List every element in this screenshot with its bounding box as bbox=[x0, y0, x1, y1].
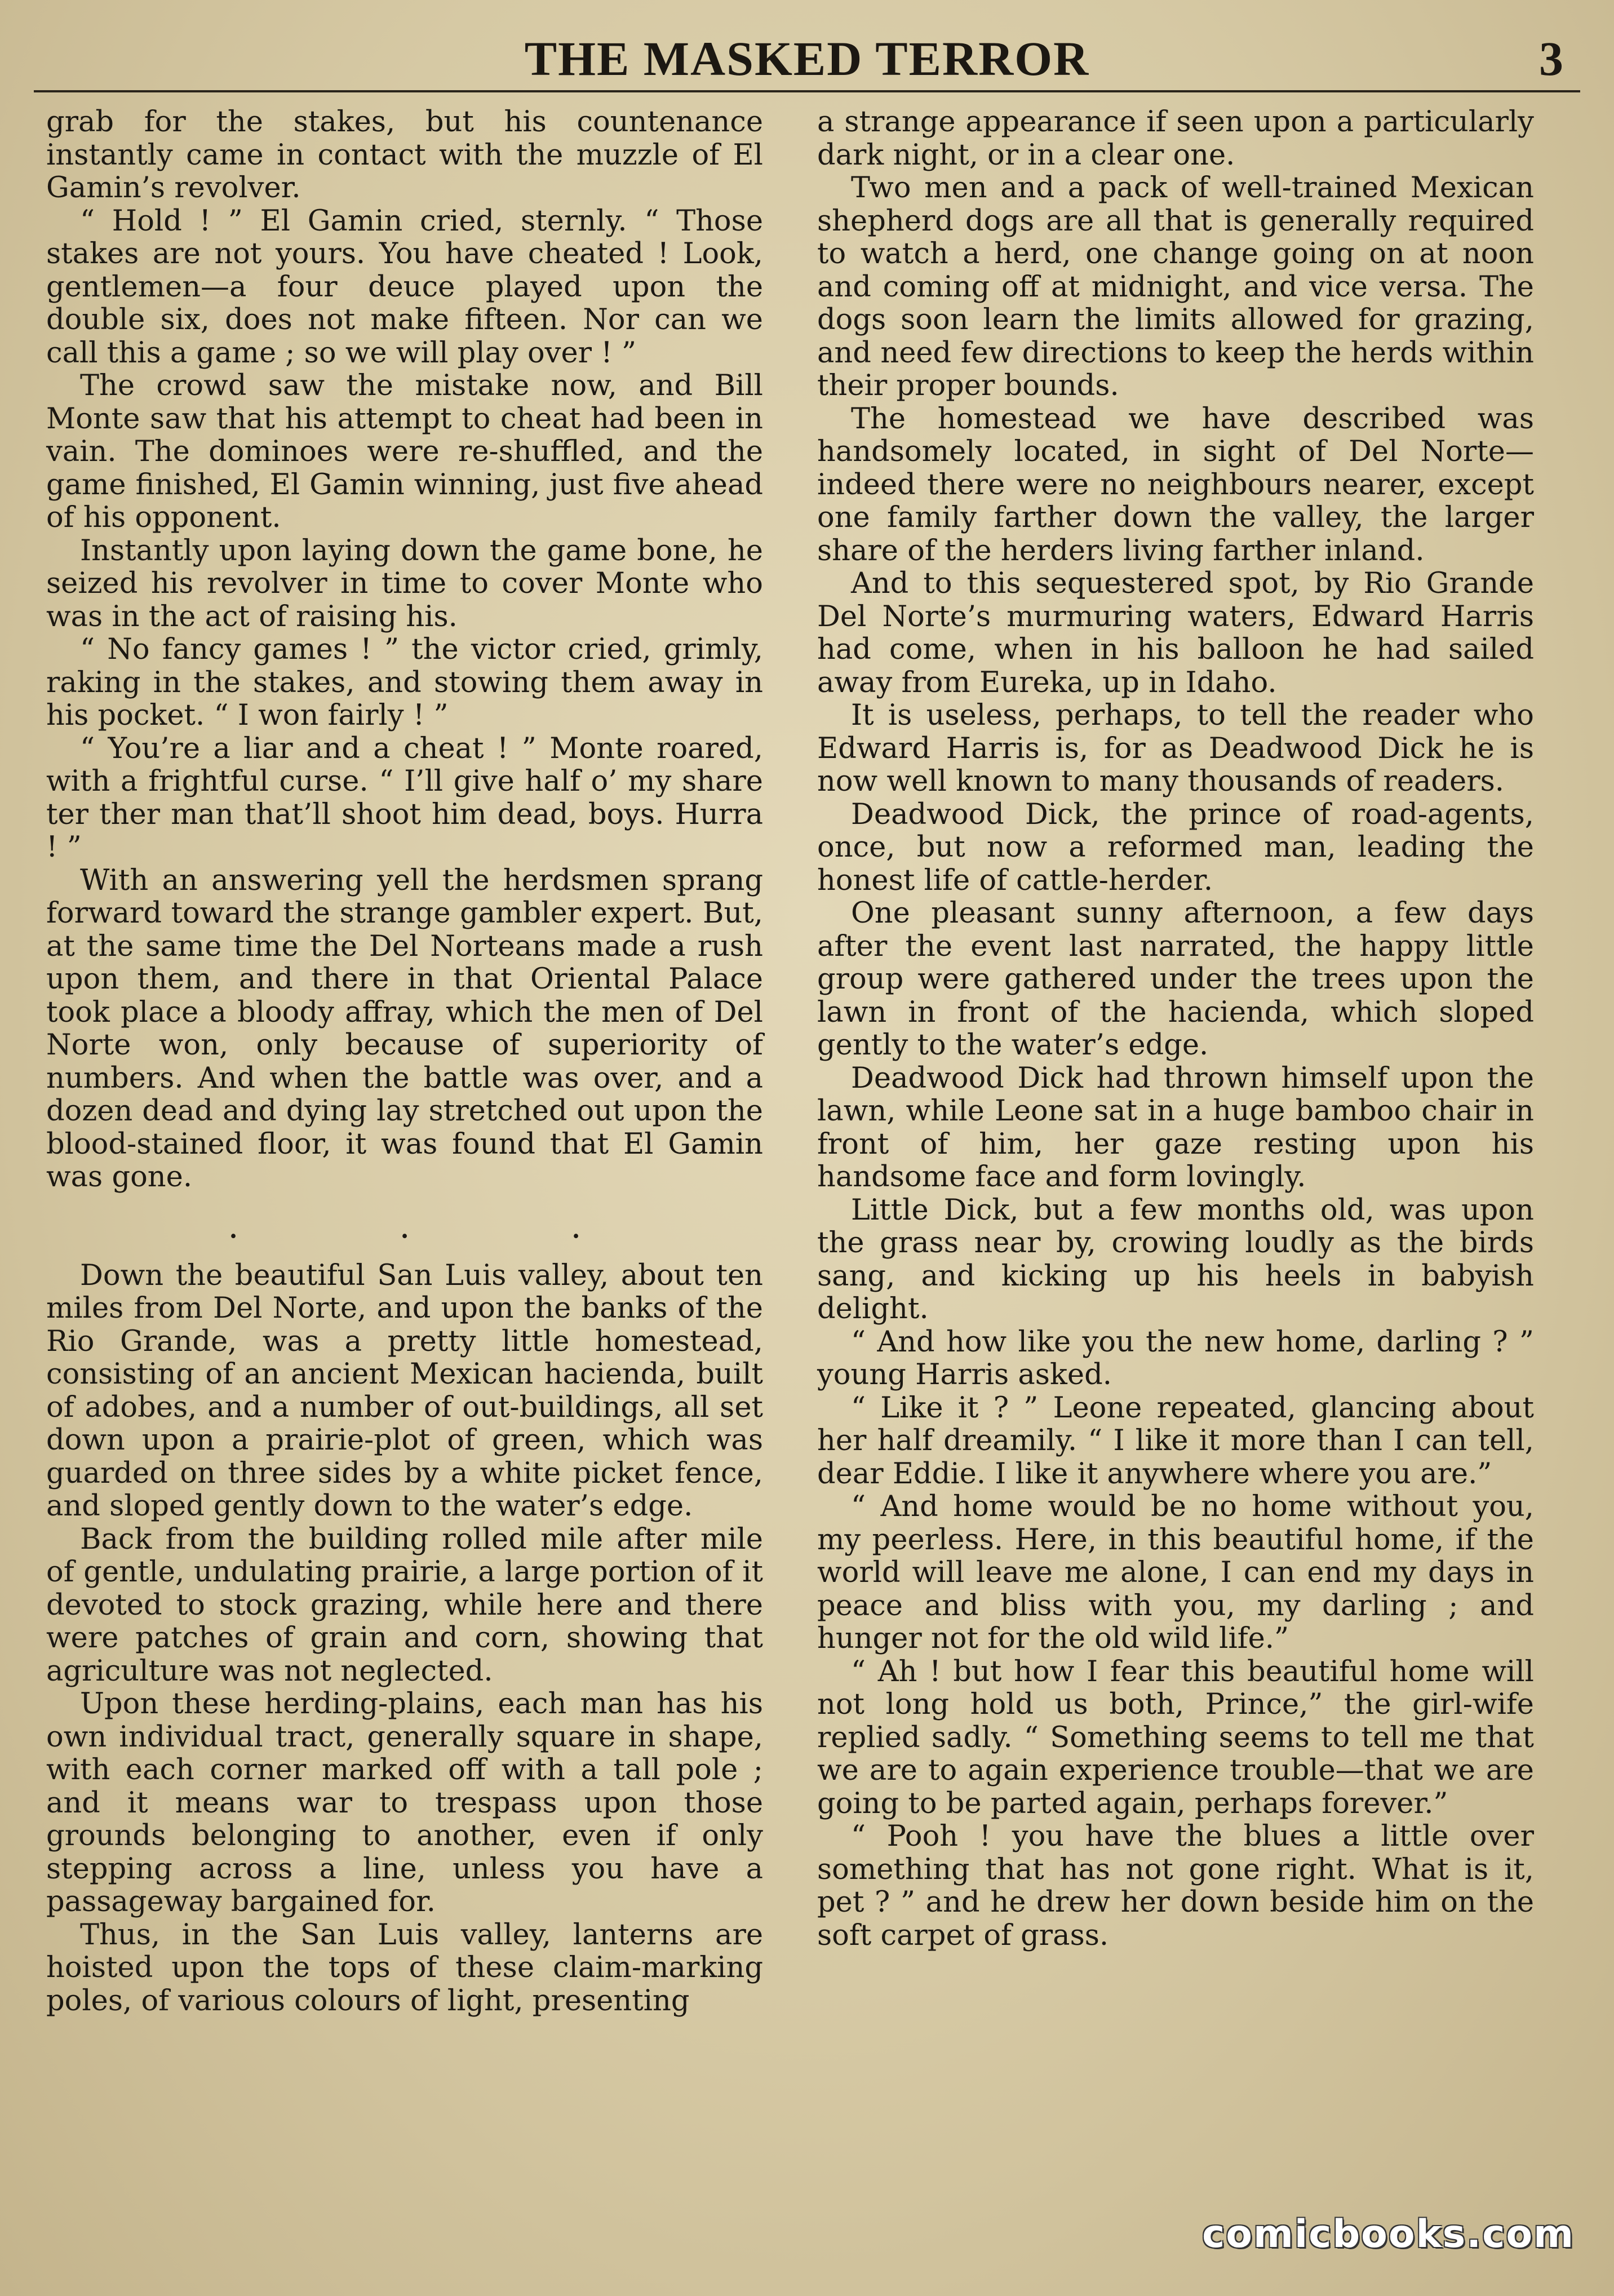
paragraph: And to this sequestered spot, by Rio Grande Del Norte’s murmuring waters, Edward Harris had come, when in his balloon he had sailed away from Eureka, up in Idaho. bbox=[817, 567, 1534, 699]
separator-dot: . bbox=[399, 1207, 410, 1247]
separator-dot: . bbox=[570, 1207, 582, 1247]
paragraph: The crowd saw the mistake now, and Bill Monte saw that his attempt to cheat had been in vain. The dominoes were re-shuffled, and the game finished, El Gamin winning, just five ahead of his opponent. bbox=[46, 369, 763, 534]
section-separator bbox=[46, 1194, 763, 1260]
page-title: THE MASKED TERROR bbox=[524, 32, 1090, 86]
paragraph: Down the beautiful San Luis valley, about ten miles from Del Norte, and upon the banks of the Rio Grande, was a pretty little homestead, consisting of an ancient Mexican hacienda, built of adobes, and a number of out-buildings, all set down upon a prairie-plot of green, which was guarded on three sides by a white picket fence, and sloped gently down to the water’s edge. bbox=[46, 1258, 763, 1523]
paragraph: “ Hold ! ” El Gamin cried, sternly. “ Those stakes are not yours. You have cheated ! Look, gentlemen—a four deuce played upon the double six, does not make fifteen. Nor can we call this a game ; so we will play over ! ” bbox=[46, 204, 763, 370]
paragraph: Back from the building rolled mile after mile of gentle, undulating prairie, a large portion of it devoted to stock grazing, while here and there were patches of grain and corn, showing that agriculture was not neglected. bbox=[46, 1522, 763, 1688]
paragraph: One pleasant sunny afternoon, a few days after the event last narrated, the happy little group were gathered under the trees upon the lawn in front of the hacienda, which sloped gently to the water’s edge. bbox=[817, 897, 1534, 1062]
paragraph: Two men and a pack of well-trained Mexican shepherd dogs are all that is generally required to watch a herd, one change going on at noon and coming off at midnight, and vice versa. The dogs soon learn the limits allowed for grazing, and need few directions to keep the herds within their proper bounds. bbox=[817, 171, 1534, 402]
paragraph: “ And how like you the new home, darling ? ” young Harris asked. bbox=[817, 1325, 1534, 1391]
site-watermark: comicbooks.com bbox=[1201, 2212, 1575, 2257]
left-column bbox=[46, 106, 763, 2018]
paragraph: “ Like it ? ” Leone repeated, glancing about her half dreamily. “ I like it more than I can tell, dear Eddie. I like it anywhere where you are.” bbox=[817, 1391, 1534, 1491]
paragraph: “ Pooh ! you have the blues a little over something that has not gone right. What is it, pet ? ” and he drew her down beside him on the soft carpet of grass. bbox=[817, 1820, 1534, 1952]
right-column bbox=[817, 106, 1534, 1952]
paragraph: “ Ah ! but how I fear this beautiful home will not long hold us both, Prince,” the girl-wife replied sadly. “ Something seems to tell me that we are to again experience trouble—that we are going to be parted again, perhaps forever.” bbox=[817, 1655, 1534, 1820]
paragraph: a strange appearance if seen upon a particularly dark night, or in a clear one. bbox=[817, 105, 1534, 172]
paragraph: Deadwood Dick had thrown himself upon the lawn, while Leone sat in a huge bamboo chair in front of him, her gaze resting upon his handsome face and form lovingly. bbox=[817, 1061, 1534, 1194]
paragraph: “ You’re a liar and a cheat ! ” Monte roared, with a frightful curse. “ I’ll give half o’ my share ter ther man that’ll shoot him dead, boys. Hurra ! ” bbox=[46, 732, 763, 864]
paragraph: Little Dick, but a few months old, was upon the grass near by, crowing loudly as the birds sang, and kicking up his heels in babyish delight. bbox=[817, 1193, 1534, 1326]
paragraph: Deadwood Dick, the prince of road-agents, once, but now a reformed man, leading the honest life of cattle-herder. bbox=[817, 797, 1534, 897]
paragraph: With an answering yell the herdsmen sprang forward toward the strange gambler expert. But, at the same time the Del Norteans made a rush upon them, and there in that Oriental Palace took place a bloody affray, which the men of Del Norte won, only because of superiority of numbers. And when the battle was over, and a dozen dead and dying lay stretched out upon the blood-stained floor, it was found that El Gamin was gone. bbox=[46, 863, 763, 1194]
separator-dot: . bbox=[228, 1207, 239, 1247]
paragraph: The homestead we have described was handsomely located, in sight of Del Norte—indeed there were no neighbours nearer, except one family farther down the valley, the larger share of the herders living farther inland. bbox=[817, 402, 1534, 568]
paragraph: “ No fancy games ! ” the victor cried, grimly, raking in the stakes, and stowing them away in his pocket. “ I won fairly ! ” bbox=[46, 633, 763, 732]
paragraph: Thus, in the San Luis valley, lanterns are hoisted upon the tops of these claim-marking poles, of various colours of light, presenting bbox=[46, 1918, 763, 2018]
paragraph: grab for the stakes, but his countenance instantly came in contact with the muzzle of El Gamin’s revolver. bbox=[46, 105, 763, 205]
paragraph: Instantly upon laying down the game bone, he seized his revolver in time to cover Monte who was in the act of raising his. bbox=[46, 534, 763, 633]
page-number: 3 bbox=[1539, 32, 1563, 86]
paragraph: “ And home would be no home without you, my peerless. Here, in this beautiful home, if the world will leave me alone, I can end my days in peace and bliss with you, my darling ; and hunger not for the old wild life.” bbox=[817, 1490, 1534, 1655]
paragraph: Upon these herding-plains, each man has his own individual tract, generally square in shape, with each corner marked off with a tall pole ; and it means war to trespass upon those grounds belonging to another, even if only stepping across a line, unless you have a passageway bargained for. bbox=[46, 1687, 763, 1918]
running-header bbox=[34, 23, 1580, 92]
paragraph: It is useless, perhaps, to tell the reader who Edward Harris is, for as Deadwood Dick he is now well known to many thousands of readers. bbox=[817, 699, 1534, 798]
